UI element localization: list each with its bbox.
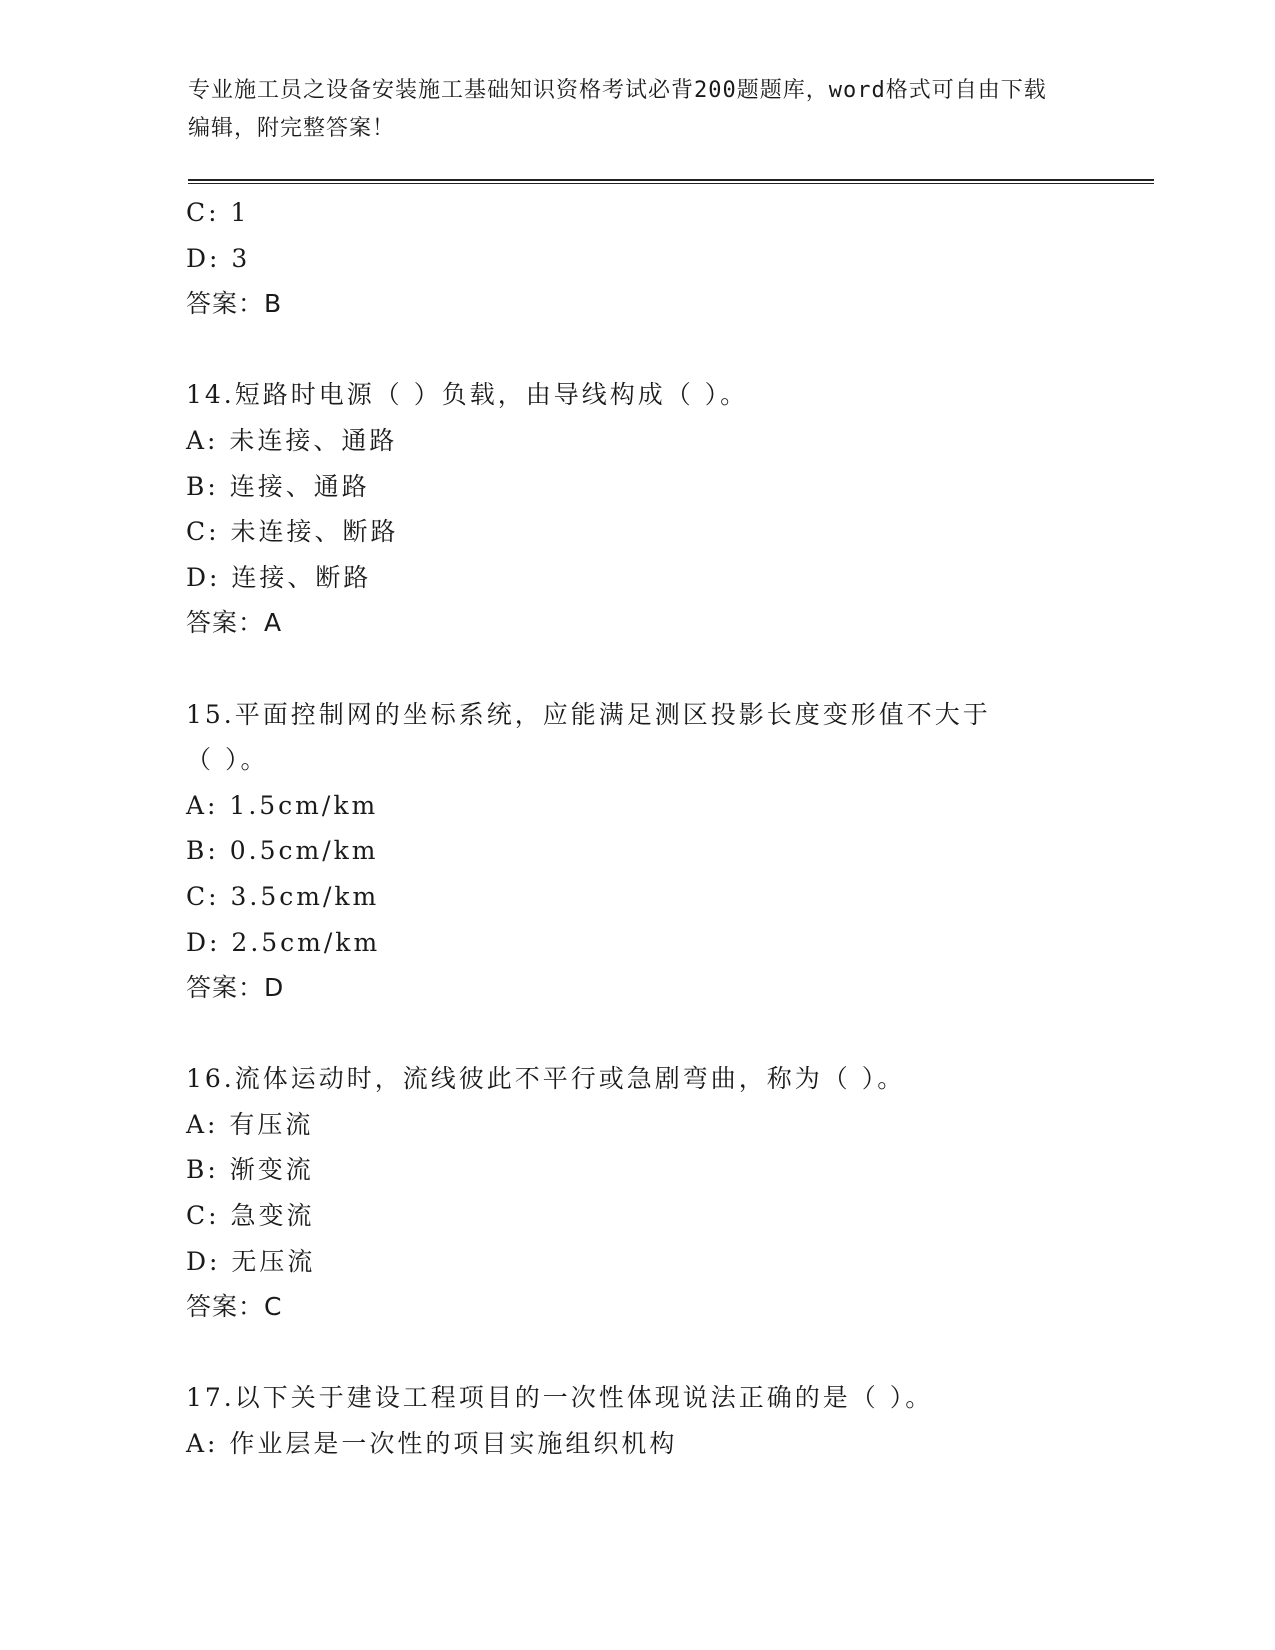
- option-a: A: 未连接、通路: [186, 425, 398, 455]
- header-divider-thin: [188, 183, 1154, 184]
- answer-line: 答案：A: [186, 608, 283, 638]
- answer-line: 答案：D: [186, 973, 285, 1003]
- option-d: D: 无压流: [186, 1246, 316, 1276]
- header-divider-thick: [188, 179, 1154, 181]
- option-c: C: 未连接、断路: [186, 517, 399, 547]
- option-c: C: 3.5cm/km: [186, 881, 380, 911]
- question-16: [186, 1056, 1086, 1330]
- question-stem: 15.平面控制网的坐标系统，应能满足测区投影长度变形值不大于（ ）。: [186, 699, 991, 775]
- option-d: D: 3: [186, 243, 251, 273]
- option-d: D: 连接、断路: [186, 562, 372, 592]
- spacer: [186, 646, 1086, 692]
- option-b: B: 渐变流: [186, 1155, 314, 1185]
- answer-line: 答案：B: [186, 289, 283, 319]
- header-text: 专业施工员之设备安装施工基础知识资格考试必背200题题库，word格式可自由下载编辑，附完整答案！: [188, 78, 1047, 141]
- previous-question-tail: [186, 190, 1086, 327]
- option-c: C: 急变流: [186, 1201, 315, 1231]
- question-14: [186, 372, 1086, 646]
- option-b: B: 连接、通路: [186, 471, 370, 501]
- question-list: [186, 190, 1086, 1467]
- question-stem: 17.以下关于建设工程项目的一次性体现说法正确的是（ ）。: [186, 1383, 934, 1413]
- option-a: A: 1.5cm/km: [186, 790, 379, 820]
- spacer: [186, 1330, 1086, 1376]
- option-c: C: 1: [186, 198, 250, 227]
- option-d: D: 2.5cm/km: [186, 927, 381, 957]
- answer-line: 答案：C: [186, 1292, 283, 1322]
- document-header: [188, 72, 1068, 148]
- spacer: [186, 327, 1086, 373]
- option-a: A: 有压流: [186, 1109, 314, 1139]
- question-15: [186, 692, 1086, 1011]
- question-stem: 14.短路时电源（ ）负载，由导线构成（ ）。: [186, 380, 749, 410]
- question-stem: 16.流体运动时，流线彼此不平行或急剧弯曲，称为（ ）。: [186, 1064, 906, 1094]
- question-17: [186, 1375, 1086, 1466]
- spacer: [186, 1011, 1086, 1057]
- option-b: B: 0.5cm/km: [186, 836, 379, 866]
- option-a: A: 作业层是一次性的项目实施组织机构: [186, 1429, 678, 1459]
